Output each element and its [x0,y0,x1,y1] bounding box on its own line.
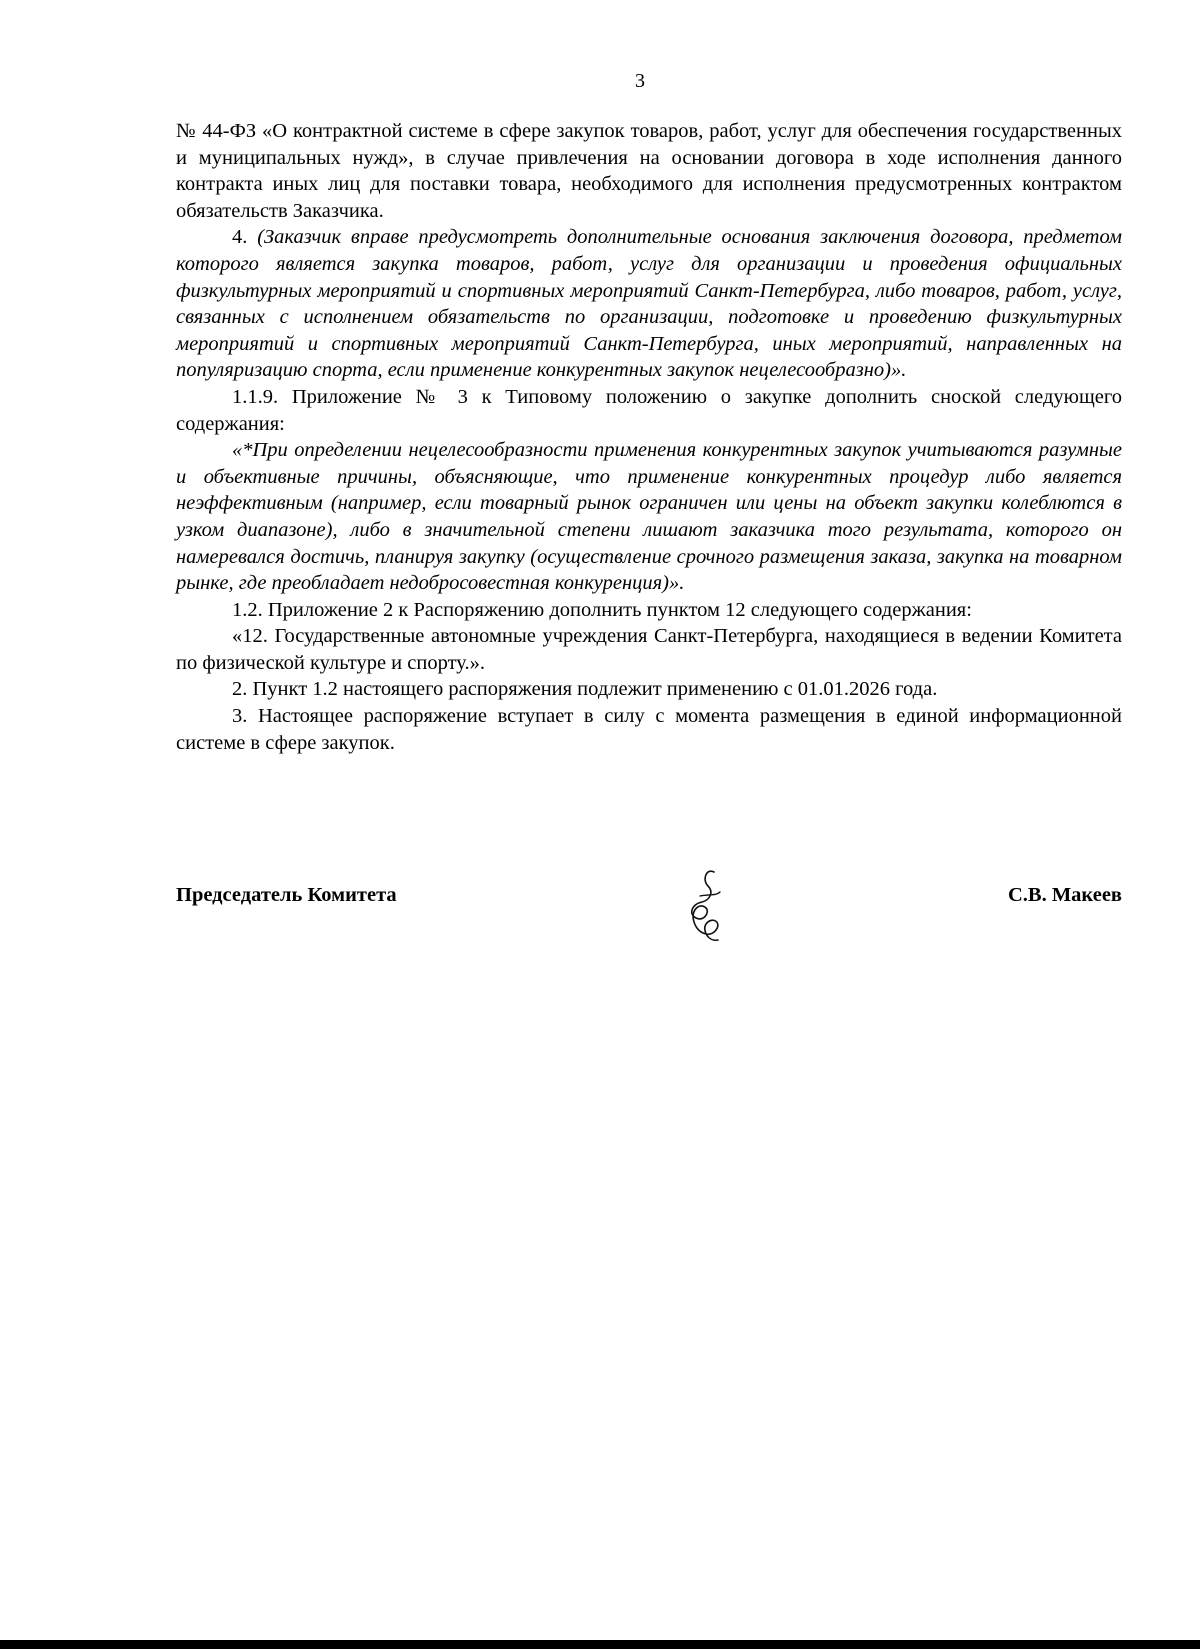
scan-edge-bar [0,1640,1200,1649]
signature-block [176,884,1122,924]
paragraph-2: 2. Пункт 1.2 настоящего распоряжения подлежит применению с 01.01.2026 года. [232,678,938,701]
paragraph-item-12: «12. Государственные автономные учреждения Санкт-Петербурга, находящиеся в ведении Комитета по физической культуре и спорту.». [176,625,1122,674]
paragraph-item-4 [176,224,1122,384]
item-4-italic-text: (Заказчик вправе предусмотреть дополнительные основания заключения договора, предметом которого является закупка товаров, работ, услуг для организации и проведения официальных физкультурных мероприятий и спортивных мероприятий Санкт-Петербурга, либо товаров, работ, услуг, связанных с исполнением обязательств по организации, подготовке и проведению физкультурных мероприятий и спортивных мероприятий Санкт-Петербурга, иных мероприятий, направленных на популяризацию спорта, если применение конкурентных закупок нецелесообразно)». [176,226,1123,382]
signer-title: Председатель Комитета [176,884,397,906]
handwritten-signature [680,866,736,950]
paragraph-law-reference: № 44-ФЗ «О контрактной системе в сфере закупок товаров, работ, услуг для обеспечения государственных и муниципальных нужд», в случае привлечения на основании договора в ходе исполнения данного контракта иных лиц для поставки товара, необходимого для исполнения предусмотренных контрактом обязательств Заказчика. [176,120,1122,222]
paragraph-3: 3. Настоящее распоряжение вступает в силу с момента размещения в единой информационной системе в сфере закупок. [176,705,1122,754]
document-body [176,118,1122,756]
signer-name: С.В. Макеев [1007,884,1122,906]
paragraph-1-2: 1.2. Приложение 2 к Распоряжению дополнить пунктом 12 следующего содержания: [232,598,972,621]
item-number: 4. [232,226,258,249]
paragraph-footnote-text: «*При определении нецелесообразности применения конкурентных закупок учитываются разумные и объективные причины, объясняющие, что применение конкурентных процедур либо является неэффективным (например, если товарный рынок ограничен или цены на объект закупки колеблются в узком диапазоне), либо в значительной степени лишают заказчика того результата, которого он намеревался достичь, планируя закупку (осуществление срочного размещения заказа, закупка на товарном рынке, где преобладает недобросовестная конкуренция)». [176,439,1122,595]
paragraph-1-1-9: 1.1.9. Приложение № 3 к Типовому положению о закупке дополнить сноской следующего содержания: [176,385,1122,435]
page-number: 3 [635,70,645,92]
